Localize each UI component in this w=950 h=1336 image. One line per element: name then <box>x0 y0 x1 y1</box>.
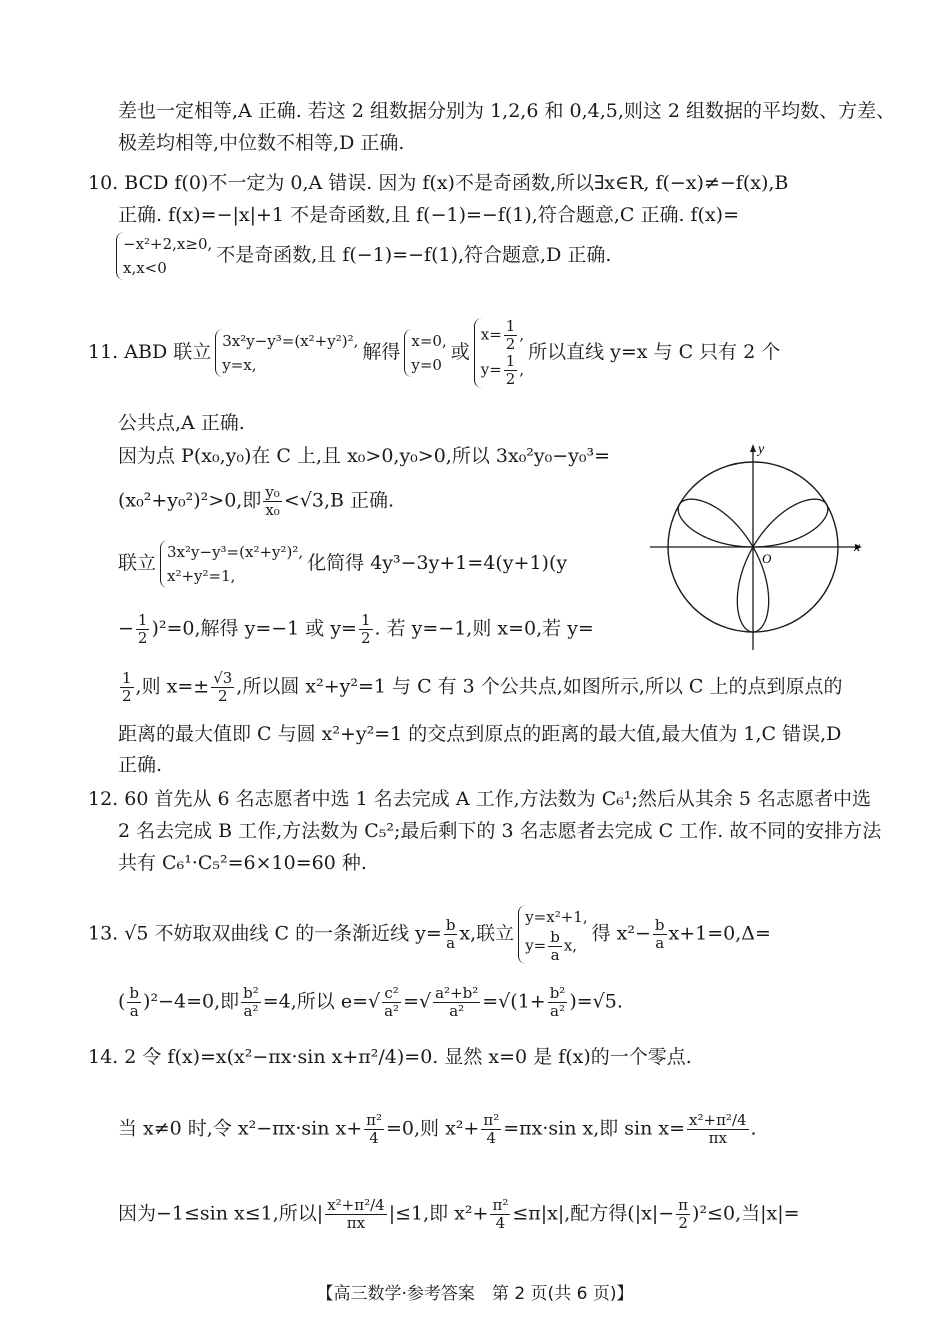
text-line: 正确. <box>118 754 163 776</box>
x-axis-label: x <box>854 540 861 555</box>
answer-14-line: 14. 2 令 f(x)=x(x²−πx·sin x+π²/4)=0. 显然 x=0 是 f(x)的一个零点. <box>88 1046 692 1068</box>
y-axis-arrow <box>750 444 756 452</box>
text-line: 当 x≠0 时,令 x²−πx·sin x+ $\frac{\text{π²}}{4}$ =0,则 x²+ $\frac{\text{π²}}{4}$ =πx·sin x,即 sin x= $\frac{\text{x²+π²/4}}{\pi x}$ . <box>118 1111 757 1147</box>
text-line: 正确. f(x)=−|x|+1 不是奇函数,且 f(−1)=−f(1),符合题意,C 正确. f(x)= <box>118 204 740 226</box>
text-line: 共有 C₆¹·C₅²=6×10=60 种. <box>118 852 367 874</box>
answer-12-line: 12. 60 首先从 6 名志愿者中选 1 名去完成 A 工作,方法数为 C₆¹;然后从其余 5 名志愿者中选 <box>88 788 872 810</box>
text-line: − $\frac{1}{2}$ )²=0,解得 y=−1 或 y= $\frac{1}{2}$ . 若 y=−1,则 x=0,若 y= <box>118 611 594 647</box>
text-line: 2 名去完成 B 工作,方法数为 C₅²;最后剩下的 3 名志愿者去完成 C 工作. 故不同的安排方法 <box>118 820 882 842</box>
piecewise-line: −x²+2,x≥0, x,x<0 不是奇函数,且 f(−1)=−f(1),符合题意,D 正确. <box>112 232 611 280</box>
page-footer: 【高三数学·参考答案 第 2 页(共 6 页)】 <box>316 1284 634 1304</box>
curve-graph <box>650 440 870 660</box>
answer-10-line: 10. BCD f(0)不一定为 0,A 错误. 因为 f(x)不是奇函数,所以∃x∈R, f(−x)≠−f(x),B <box>88 172 789 194</box>
text-line: 因为点 P(x₀,y₀)在 C 上,且 x₀>0,y₀>0,所以 3x₀²y₀−y₀³= <box>118 445 611 467</box>
origin-label: O <box>762 551 772 566</box>
text-line: 极差均相等,中位数不相等,D 正确. <box>118 132 405 154</box>
text-line: 距离的最大值即 C 与圆 x²+y²=1 的交点到原点的距离的最大值,最大值为 1,C 错误,D <box>118 723 842 745</box>
piecewise-brace: −x²+2,x≥0, x,x<0 <box>116 232 212 280</box>
text-line: 联立 3x²y−y³=(x²+y²)², x²+y²=1, 化简得 4y³−3y+1=4(y+1)(y <box>118 540 567 588</box>
text-line: 差也一定相等,A 正确. 若这 2 组数据分别为 1,2,6 和 0,4,5,则这 2 组数据的平均数、方差、 <box>118 100 896 122</box>
y-axis-label: y <box>758 442 765 457</box>
text-line: (x₀²+y₀²)²>0,即 $\frac{\text{y₀}}{\text{x₀}}$ <√3,B 正确. <box>118 483 395 519</box>
text-line: 因为−1≤sin x≤1,所以| $\frac{\text{x²+π²/4}}{\pi x}$ |≤1,即 x²+ $\frac{\text{π²}}{4}$ ≤π|x|,配方得(|x|− $\frac{\pi}{2}$ )²≤0,当|x|= <box>118 1196 800 1232</box>
answer-13-line: 13. √5 不妨取双曲线 C 的一条渐近线 y= $\frac{b}{a}$ x,联立 y=x²+1, y= $\frac{b}{a}$ x, 得 x²− $\frac{b}{a}$ x+1=0,Δ= <box>88 905 771 964</box>
answer-11-line: 11. ABD 联立 3x²y−y³=(x²+y²)², y=x, 解得 x=0, y=0 或 x= $\frac{1}{2}$ , y= $\frac{1}{2}$ , 所以直线 y=x 与 C 只有 2 个 <box>88 317 781 388</box>
text-line: ( $\frac{b}{a}$ )²−4=0,即 $\frac{\text{b²}}{\text{a²}}$ =4,所以 e=√ $\frac{\text{c²}}{\text{a²}}$ =√ $\frac{\text{a²+b²}}{\text{a²}}$ =√(1+ $\frac{\text{b²}}{\text{a²}}$ )=√5. <box>118 984 623 1020</box>
text-line: 公共点,A 正确. <box>118 412 245 434</box>
text-line: $\frac{1}{2}$ ,则 x=± $\frac{√3}{2}$ ,所以圆 x²+y²=1 与 C 有 3 个公共点,如图所示,所以 C 上的点到原点的 <box>122 669 843 705</box>
